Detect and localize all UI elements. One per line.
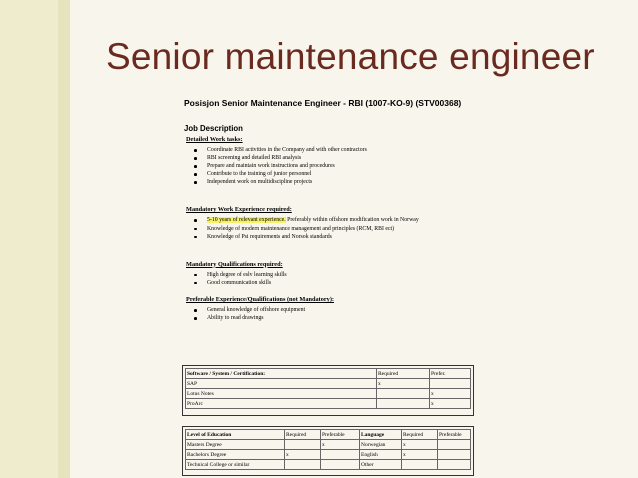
- table-cell: [285, 460, 321, 470]
- table-header-row: [186, 430, 471, 440]
- list-item-highlighted: 5-10 years of relevant experience. Preferably within offshore modification work in Norway: [207, 216, 476, 224]
- job-document: [184, 98, 476, 322]
- table-cell: [321, 460, 360, 470]
- table-cell: Technical College or similar: [186, 460, 285, 470]
- table-cell: [438, 450, 471, 460]
- table-row: [186, 460, 471, 470]
- table-cell: Lotus Notes: [186, 389, 377, 399]
- table-header-cell: Required: [402, 430, 438, 440]
- table-cell: [377, 399, 430, 409]
- list-item: Coordinate RBI activities in the Company and with other contractors: [207, 146, 476, 154]
- table-cell: English: [360, 450, 402, 460]
- table-cell: x: [430, 399, 471, 409]
- table-cell: [438, 460, 471, 470]
- list-item: Independent work on multidiscipline projects: [207, 178, 476, 186]
- table-cell: x: [402, 440, 438, 450]
- table-cell: Bachelors Degree: [186, 450, 285, 460]
- table-cell: Norwegian: [360, 440, 402, 450]
- table-header-cell: Language: [360, 430, 402, 440]
- list-item: Ability to read drawings: [207, 314, 476, 322]
- left-decor-band: [0, 0, 58, 478]
- table-cell: [430, 379, 471, 389]
- section-detailed-tasks: [184, 136, 476, 186]
- table-cell: ProArc: [186, 399, 377, 409]
- education-table: [185, 429, 471, 470]
- section-heading: Preferable Experience/Qualifications (not Mandatory):: [186, 295, 335, 303]
- section-mandatory-experience: [184, 206, 476, 240]
- list-item: General knowledge of offshore equipment: [207, 306, 476, 314]
- table-cell: SAP: [186, 379, 377, 389]
- table-cell: x: [377, 379, 430, 389]
- table-header-row: [186, 369, 471, 379]
- slide-title: Senior maintenance engineer: [106, 36, 595, 77]
- section-heading: Mandatory Qualifications required:: [186, 260, 283, 268]
- table-header-cell: Software / System / Certification:: [186, 369, 377, 379]
- list-item: High degree of eslv learning skills: [207, 271, 476, 279]
- table-row: [186, 389, 471, 399]
- list-item: Prepare and maintain work instructions and procedures: [207, 162, 476, 170]
- list-item: RBI screening and detailed RBI analysis: [207, 154, 476, 162]
- table-cell: x: [321, 440, 360, 450]
- list-item: Contribute to the training of junior personnel: [207, 170, 476, 178]
- list-item: Good communication skills: [207, 279, 476, 287]
- position-heading: Posisjon Senior Maintenance Engineer - RBI (1007-KO-9) (STV00368): [184, 98, 462, 108]
- table-cell: [285, 440, 321, 450]
- table-cell: [377, 389, 430, 399]
- list-item: Knowledge of Psi requirements and Norsok standards: [207, 233, 476, 241]
- table-row: [186, 399, 471, 409]
- software-table: [185, 368, 471, 409]
- table-header-cell: Required: [285, 430, 321, 440]
- list-item: Knowledge of modern maintenance management and principles (RCM, RBI ect): [207, 225, 476, 233]
- section-heading: Mandatory Work Experience required:: [186, 206, 292, 214]
- table-cell: x: [285, 450, 321, 460]
- section-mandatory-qualifications: [184, 261, 476, 287]
- table-header-cell: Prefer.: [430, 369, 471, 379]
- table-header-cell: Preferable: [438, 430, 471, 440]
- table-row: [186, 379, 471, 389]
- table-cell: Other: [360, 460, 402, 470]
- table-header-cell: Preferable: [321, 430, 360, 440]
- table-header-cell: Required: [377, 369, 430, 379]
- table-cell: [402, 460, 438, 470]
- table-row: [186, 450, 471, 460]
- job-description-heading: Job Description: [184, 124, 243, 133]
- table-cell: [438, 440, 471, 450]
- section-preferable-experience: [184, 296, 476, 322]
- table-cell: [321, 450, 360, 460]
- left-decor-stripe: [58, 0, 70, 478]
- table-cell: x: [402, 450, 438, 460]
- table-header-cell: Level of Education: [186, 430, 285, 440]
- section-heading: Detailed Work tasks:: [186, 136, 243, 143]
- table-cell: x: [430, 389, 471, 399]
- highlighted-text: 5-10 years of relevant experience.: [207, 217, 286, 224]
- table-row: [186, 440, 471, 450]
- table-cell: Masters Degree: [186, 440, 285, 450]
